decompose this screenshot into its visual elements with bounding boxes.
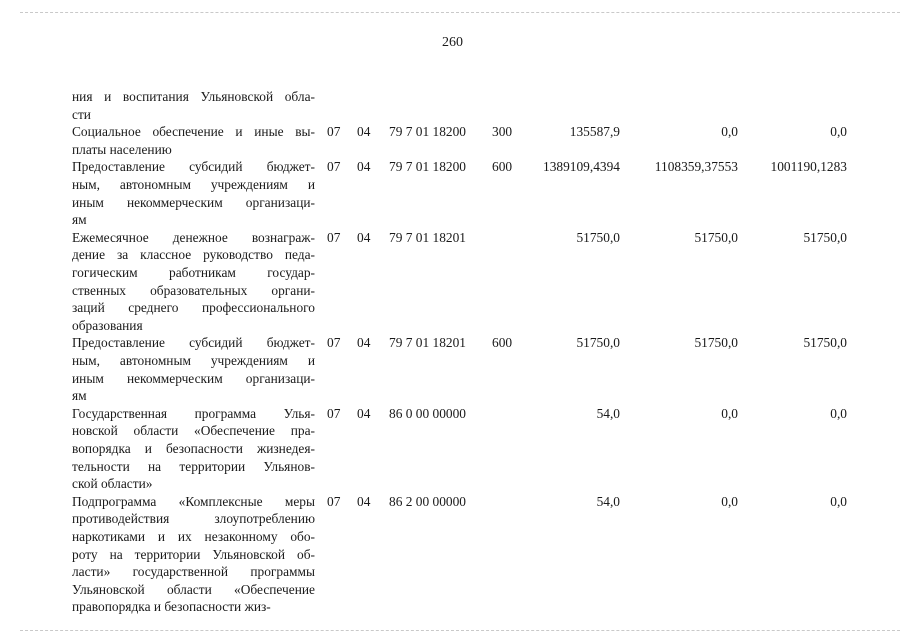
target-article-code: 79 7 01 18200 [389,159,466,175]
table-row [0,123,905,158]
amount-year-2: 0,0 [721,493,738,509]
target-article-code: 79 7 01 18201 [389,229,466,245]
description-line: платы населению [72,141,172,157]
table-row [0,88,905,123]
section-code: 07 [327,405,341,421]
expense-type-code: 600 [492,159,513,175]
description-line: ным, автономным учреждениям и [72,352,315,368]
subsection-code: 04 [357,493,371,509]
amount-year-3: 0,0 [830,493,847,509]
section-code: 07 [327,124,341,140]
section-code: 07 [327,229,341,245]
description-line: наркотиками и их незаконному обо- [72,528,315,544]
subsection-code: 04 [357,405,371,421]
row-description [72,123,315,158]
description-line: ным, автономным учреждениям и [72,176,315,192]
description-line: заций среднего профессионального [72,300,315,316]
amount-year-2: 0,0 [721,405,738,421]
amount-year-1: 54,0 [596,405,620,421]
subsection-code: 04 [357,159,371,175]
description-line: сти [72,106,91,122]
page-number: 260 [442,35,463,50]
description-line: новской области «Обеспечение пра- [72,423,315,439]
amount-year-2: 1108359,37553 [654,159,738,175]
description-line: ской области» [72,476,153,492]
description-line: ственных образовательных органи- [72,282,315,298]
amount-year-1: 54,0 [596,493,620,509]
description-line: тельности на территории Ульянов- [72,458,315,474]
amount-year-3: 51750,0 [803,335,847,351]
description-line: Подпрограмма «Комплексные меры [72,493,315,509]
table-row [0,334,905,404]
description-line: ласти» государственной программы [72,564,315,580]
row-description [72,229,315,335]
description-line: гогическим работникам государ- [72,264,315,280]
amount-year-1: 135587,9 [569,124,620,140]
description-line: дение за классное руководство педа- [72,247,315,263]
description-line: Предоставление субсидий бюджет- [72,159,315,175]
scan-edge-top [20,12,900,14]
description-line: Социальное обеспечение и иные вы- [72,124,315,140]
expense-type-code: 300 [492,124,513,140]
amount-year-3: 1001190,1283 [770,159,847,175]
amount-year-3: 0,0 [830,124,847,140]
amount-year-3: 51750,0 [803,229,847,245]
description-line: Государственная программа Улья- [72,405,315,421]
row-description [72,493,315,616]
table-row [0,158,905,228]
table-row [0,405,905,493]
target-article-code: 79 7 01 18200 [389,124,466,140]
scan-edge-bottom [20,630,900,632]
section-code: 07 [327,159,341,175]
expense-type-code: 600 [492,335,513,351]
description-line: иным некоммерческим организаци- [72,370,315,386]
description-line: ям [72,388,87,404]
amount-year-2: 51750,0 [694,335,738,351]
description-line: Ежемесячное денежное вознаграж- [72,229,315,245]
description-line: ям [72,212,87,228]
description-line: противодействия злоупотреблению [72,511,315,527]
table-row [0,229,905,335]
description-line: иным некоммерческим организаци- [72,194,315,210]
section-code: 07 [327,493,341,509]
amount-year-3: 0,0 [830,405,847,421]
subsection-code: 04 [357,229,371,245]
subsection-code: 04 [357,335,371,351]
description-line: Ульяновской области «Обеспечение [72,581,315,597]
row-description [72,405,315,493]
description-line: Предоставление субсидий бюджет- [72,335,315,351]
amount-year-2: 51750,0 [694,229,738,245]
target-article-code: 86 2 00 00000 [389,493,466,509]
amount-year-1: 1389109,4394 [543,159,620,175]
table-row [0,493,905,616]
description-line: правопорядка и безопасности жиз- [72,599,271,615]
description-line: образования [72,317,143,333]
amount-year-2: 0,0 [721,124,738,140]
row-description [72,158,315,228]
amount-year-1: 51750,0 [576,335,620,351]
description-line: ния и воспитания Ульяновской обла- [72,89,315,104]
row-description [72,334,315,404]
section-code: 07 [327,335,341,351]
amount-year-1: 51750,0 [576,229,620,245]
target-article-code: 79 7 01 18201 [389,335,466,351]
description-line: роту на территории Ульяновской об- [72,546,315,562]
subsection-code: 04 [357,124,371,140]
description-line: вопорядка и безопасности жизнедея- [72,440,315,456]
row-description [72,88,315,123]
target-article-code: 86 0 00 00000 [389,405,466,421]
